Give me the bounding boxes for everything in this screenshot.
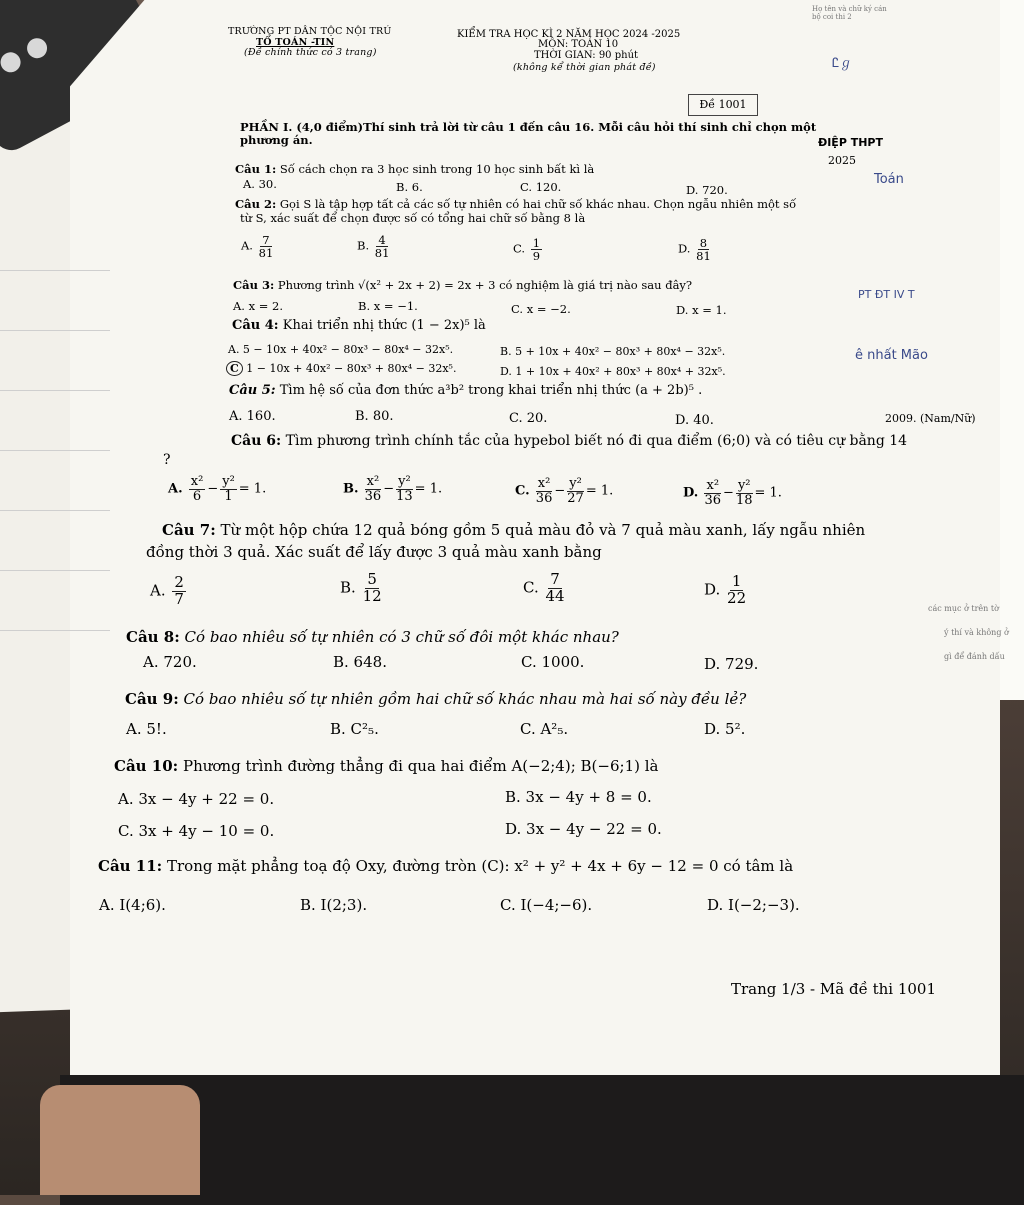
group-name: TỔ TOÁN -TIN [256, 37, 335, 48]
q4-option-b: B. 5 + 10x + 40x² − 80x³ + 80x⁴ − 32x⁵. [500, 345, 726, 358]
q2-option-a: A. $\frac{7}{81}$ [241, 233, 274, 261]
handwriting-1: Toán [874, 172, 904, 187]
question-6-cont: ? [163, 452, 171, 468]
question-6: Câu 6: Tìm phương trình chính tắc của hypebol biết nó đi qua điểm (6;0) và có tiêu cự bằng 14 [231, 433, 908, 449]
signature: Ꮭℊ [832, 56, 853, 71]
exam-subject: MÔN: TOÁN 10 [538, 39, 619, 50]
margin-faint-3: gì để đánh dấu [944, 652, 1005, 661]
q11-option-d: D. I(−2;−3). [707, 896, 800, 914]
question-2: Câu 2: Gọi S là tập hợp tất cả các số tự nhiên có hai chữ số khác nhau. Chọn ngẫu nhiên một số [235, 197, 797, 211]
q3-option-b: B. x = −1. [358, 299, 418, 313]
q2-option-c: C. $\frac{1}{9}$ [513, 236, 541, 264]
q5-option-c: C. 20. [509, 411, 548, 426]
exam-code-box [688, 94, 758, 116]
q7-option-b: B. $\frac{5}{12}$ [340, 570, 382, 605]
margin-faint-2: ý thí và không ở [944, 628, 1009, 637]
q11-option-c: C. I(−4;−6). [500, 896, 593, 914]
q11-option-a: A. I(4;6). [99, 896, 166, 914]
q3-option-d: D. x = 1. [676, 303, 727, 317]
question-11: Câu 11: Trong mặt phẳng toạ độ Oxy, đường tròn (C): x² + y² + 4x + 6y − 12 = 0 có tâm là [98, 857, 794, 875]
margin-text-2: 2025 [828, 154, 856, 167]
q10-option-d: D. 3x − 4y − 22 = 0. [505, 820, 662, 838]
q11-option-b: B. I(2;3). [300, 896, 368, 914]
question-7: Câu 7: Từ một hộp chứa 12 quả bóng gồm 5 quả màu đỏ và 7 quả màu xanh, lấy ngẫu nhiên [162, 521, 866, 539]
q1-option-d: D. 720. [686, 183, 728, 197]
q6-option-d: D. $\frac{\text{x²}}{36}$ − $\frac{\text{y²}}{18}$ = 1. [683, 478, 782, 508]
q5-option-b: B. 80. [355, 409, 394, 424]
q8-option-b: B. 648. [333, 653, 387, 671]
signature-note: Họ tên và chữ ký cán bộ coi thi 2 [812, 5, 887, 21]
q9-option-c: C. A²₅. [520, 720, 569, 738]
question-9: Câu 9: Có bao nhiêu số tự nhiên gồm hai chữ số khác nhau mà hai số này đều lẻ? [125, 690, 747, 708]
question-8: Câu 8: Có bao nhiêu số tự nhiên có 3 chữ số đôi một khác nhau? [126, 628, 619, 646]
question-5: Câu 5: Tìm hệ số của đơn thức a³b² trong khai triển nhị thức (a + 2b)⁵ . [229, 383, 703, 398]
handwriting-3: ê nhất Mão [855, 348, 928, 363]
question-2-cont: từ S, xác suất để chọn được số có tổng hai chữ số bằng 8 là [240, 211, 586, 225]
exam-time: THỜI GIAN: 90 phút [534, 50, 639, 61]
q1-option-c: C. 120. [520, 180, 562, 194]
q7-option-c: C. $\frac{7}{44}$ [523, 570, 565, 605]
q10-option-c: C. 3x + 4y − 10 = 0. [118, 822, 275, 840]
q5-option-a: A. 160. [229, 409, 276, 424]
school-name: TRƯỜNG PT DÂN TỘC NỘI TRÚ [228, 26, 392, 37]
q6-option-a: A. $\frac{\text{x²}}{6}$ − $\frac{\text{y²}}{1}$ = 1. [168, 474, 267, 504]
question-4: Câu 4: Khai triển nhị thức (1 − 2x)⁵ là [232, 318, 486, 333]
exam-title: KIỂM TRA HỌC KÌ 2 NĂM HỌC 2024 -2025 [457, 29, 681, 40]
q7-option-a: A. $\frac{2}{7}$ [150, 573, 184, 608]
q1-option-a: A. 30. [243, 177, 277, 191]
q2-option-b: B. $\frac{4}{81}$ [357, 233, 390, 261]
part1-title: PHẦN I. (4,0 điểm)Thí sinh trả lời từ câu 1 đến câu 16. Mỗi câu hỏi thí sinh chỉ chọn một [240, 120, 817, 134]
q6-option-c: C. $\frac{\text{x²}}{36}$ − $\frac{\text{y²}}{27}$ = 1. [515, 476, 614, 506]
page-footer: Trang 1/3 - Mã đề thi 1001 [731, 980, 936, 998]
question-7-cont: đồng thời 3 quả. Xác suất để lấy được 3 quả màu xanh bằng [146, 543, 602, 561]
exam-code: Đề 1001 [699, 98, 747, 111]
arm [40, 1085, 200, 1195]
q5-option-d: D. 40. [675, 413, 714, 428]
question-3: Câu 3: Phương trình √(x² + 2x + 2) = 2x + 3 có nghiệm là giá trị nào sau đây? [233, 278, 693, 292]
q4-option-d: D. 1 + 10x + 40x² + 80x³ + 80x⁴ + 32x⁵. [500, 365, 726, 378]
q4-option-c: C 1 − 10x + 40x² − 80x³ + 80x⁴ − 32x⁵. [226, 362, 456, 375]
q3-option-a: A. x = 2. [233, 299, 284, 313]
q9-option-a: A. 5!. [126, 720, 167, 738]
q3-option-c: C. x = −2. [511, 302, 571, 316]
q1-option-b: B. 6. [396, 180, 423, 194]
q7-option-d: D. $\frac{1}{22}$ [704, 572, 747, 607]
q10-option-a: A. 3x − 4y + 22 = 0. [118, 790, 275, 808]
handwriting-4: 2009. (Nam/Nữ) [885, 412, 976, 425]
q4-option-a: A. 5 − 10x + 40x² − 80x³ − 80x⁴ − 32x⁵. [228, 343, 454, 356]
time-note: (không kể thời gian phát đề) [513, 62, 656, 73]
question-10: Câu 10: Phương trình đường thẳng đi qua hai điểm A(−2;4); B(−6;1) là [114, 757, 659, 775]
q8-option-d: D. 729. [704, 655, 759, 673]
official-note: (Đề chính thức có 3 trang) [244, 47, 377, 58]
margin-text-1: ĐIỆP THPT [818, 136, 883, 149]
q8-option-a: A. 720. [143, 653, 197, 671]
q2-option-d: D. $\frac{8}{81}$ [678, 236, 711, 264]
handwriting-2: PT ĐT IV T [858, 288, 915, 301]
q6-option-b: B. $\frac{\text{x²}}{36}$ − $\frac{\text{y²}}{13}$ = 1. [343, 474, 443, 504]
margin-faint-1: các mục ở trên tờ [928, 604, 999, 613]
q10-option-b: B. 3x − 4y + 8 = 0. [505, 788, 652, 806]
dark-clothing [60, 1075, 1024, 1205]
q9-option-b: B. C²₅. [330, 720, 379, 738]
q8-option-c: C. 1000. [521, 653, 585, 671]
question-1: Câu 1: Số cách chọn ra 3 học sinh trong 10 học sinh bất kì là [235, 162, 595, 176]
q9-option-d: D. 5². [704, 720, 746, 738]
part1-title-cont: phương án. [240, 133, 313, 147]
